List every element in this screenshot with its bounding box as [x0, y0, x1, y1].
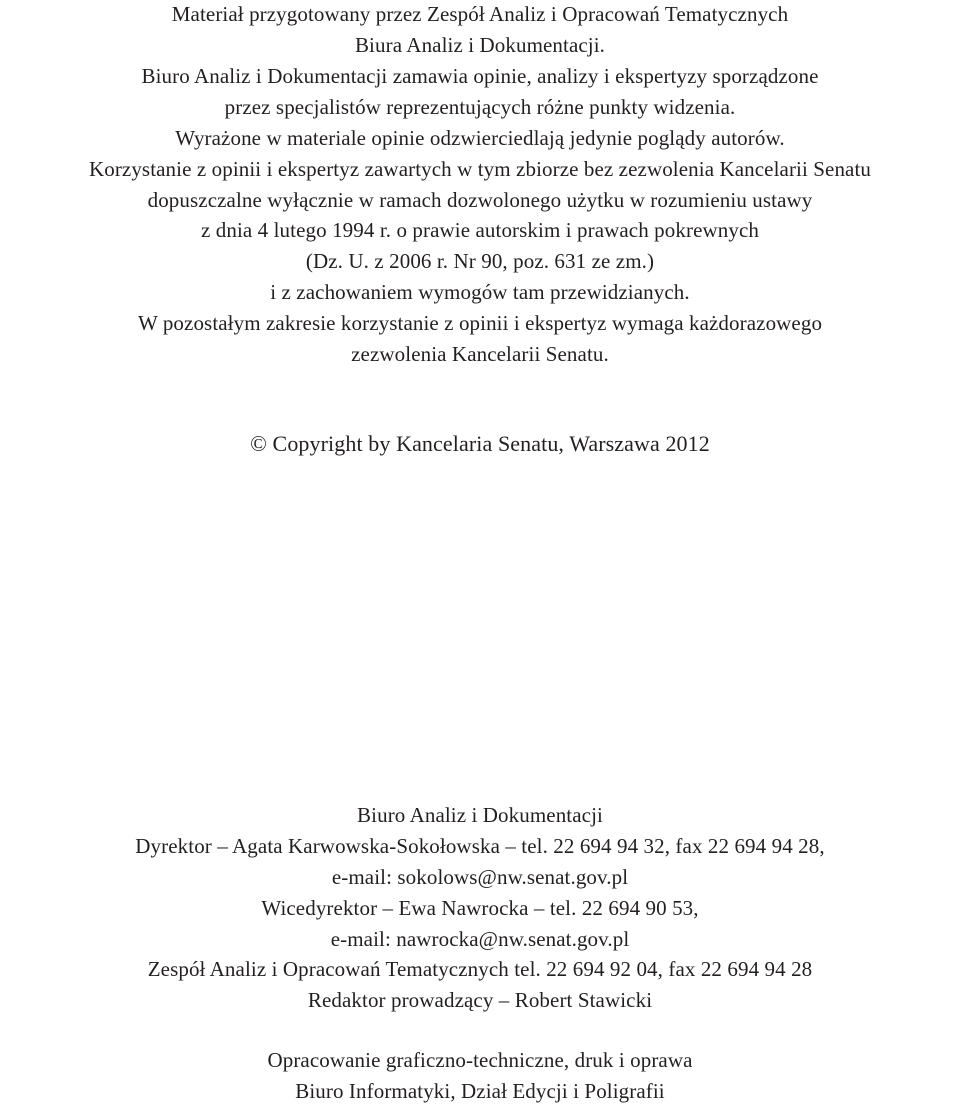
disclaimer-line: zezwolenia Kancelarii Senatu.: [351, 342, 609, 366]
contact-line: e-mail: sokolows@nw.senat.gov.pl: [331, 865, 629, 889]
contact-line: e-mail: nawrocka@nw.senat.gov.pl: [330, 927, 630, 951]
disclaimer-line: przez specjalistów reprezentujących różne punkty widzenia.: [224, 95, 736, 119]
contact-line: Wicedyrektor – Ewa Nawrocka – tel. 22 694 90 53,: [261, 896, 699, 920]
disclaimer-line: (Dz. U. z 2006 r. Nr 90, poz. 631 ze zm.): [305, 249, 655, 273]
contact-line: Biuro Analiz i Dokumentacji: [357, 803, 603, 827]
copyright-notice: © Copyright by Kancelaria Senatu, Warszawa 2012: [250, 431, 710, 456]
contact-line: Zespół Analiz i Opracowań Tematycznych tel. 22 694 92 04, fax 22 694 94 28: [147, 957, 813, 981]
disclaimer-line: Korzystanie z opinii i ekspertyz zawartych w tym zbiorze bez zezwolenia Kancelarii Senatu: [88, 157, 872, 181]
disclaimer-line: i z zachowaniem wymogów tam przewidzianych.: [270, 280, 690, 304]
disclaimer-line: Wyrażone w materiale opinie odzwierciedlają jedynie poglądy autorów.: [175, 126, 785, 150]
disclaimer-line: W pozostałym zakresie korzystanie z opinii i ekspertyz wymaga każdorazowego: [137, 311, 823, 335]
disclaimer-line: Biura Analiz i Dokumentacji.: [354, 33, 606, 57]
disclaimer-line: z dnia 4 lutego 1994 r. o prawie autorskim i prawach pokrewnych: [201, 218, 759, 242]
disclaimer-line: Biuro Analiz i Dokumentacji zamawia opinie, analizy i ekspertyzy sporządzone: [141, 64, 819, 88]
contact-line: Dyrektor – Agata Karwowska-Sokołowska – tel. 22 694 94 32, fax 22 694 94 28,: [135, 834, 825, 858]
production-line: Biuro Informatyki, Dział Edycji i Poligrafii: [295, 1079, 665, 1103]
disclaimer-line: dopuszczalne wyłącznie w ramach dozwolonego użytku w rozumieniu ustawy: [147, 188, 813, 212]
disclaimer-line: Materiał przygotowany przez Zespół Analiz i Opracowań Tematycznych: [171, 2, 789, 26]
production-line: Opracowanie graficzno-techniczne, druk i oprawa: [267, 1048, 693, 1072]
contact-line: Redaktor prowadzący – Robert Stawicki: [307, 988, 653, 1012]
